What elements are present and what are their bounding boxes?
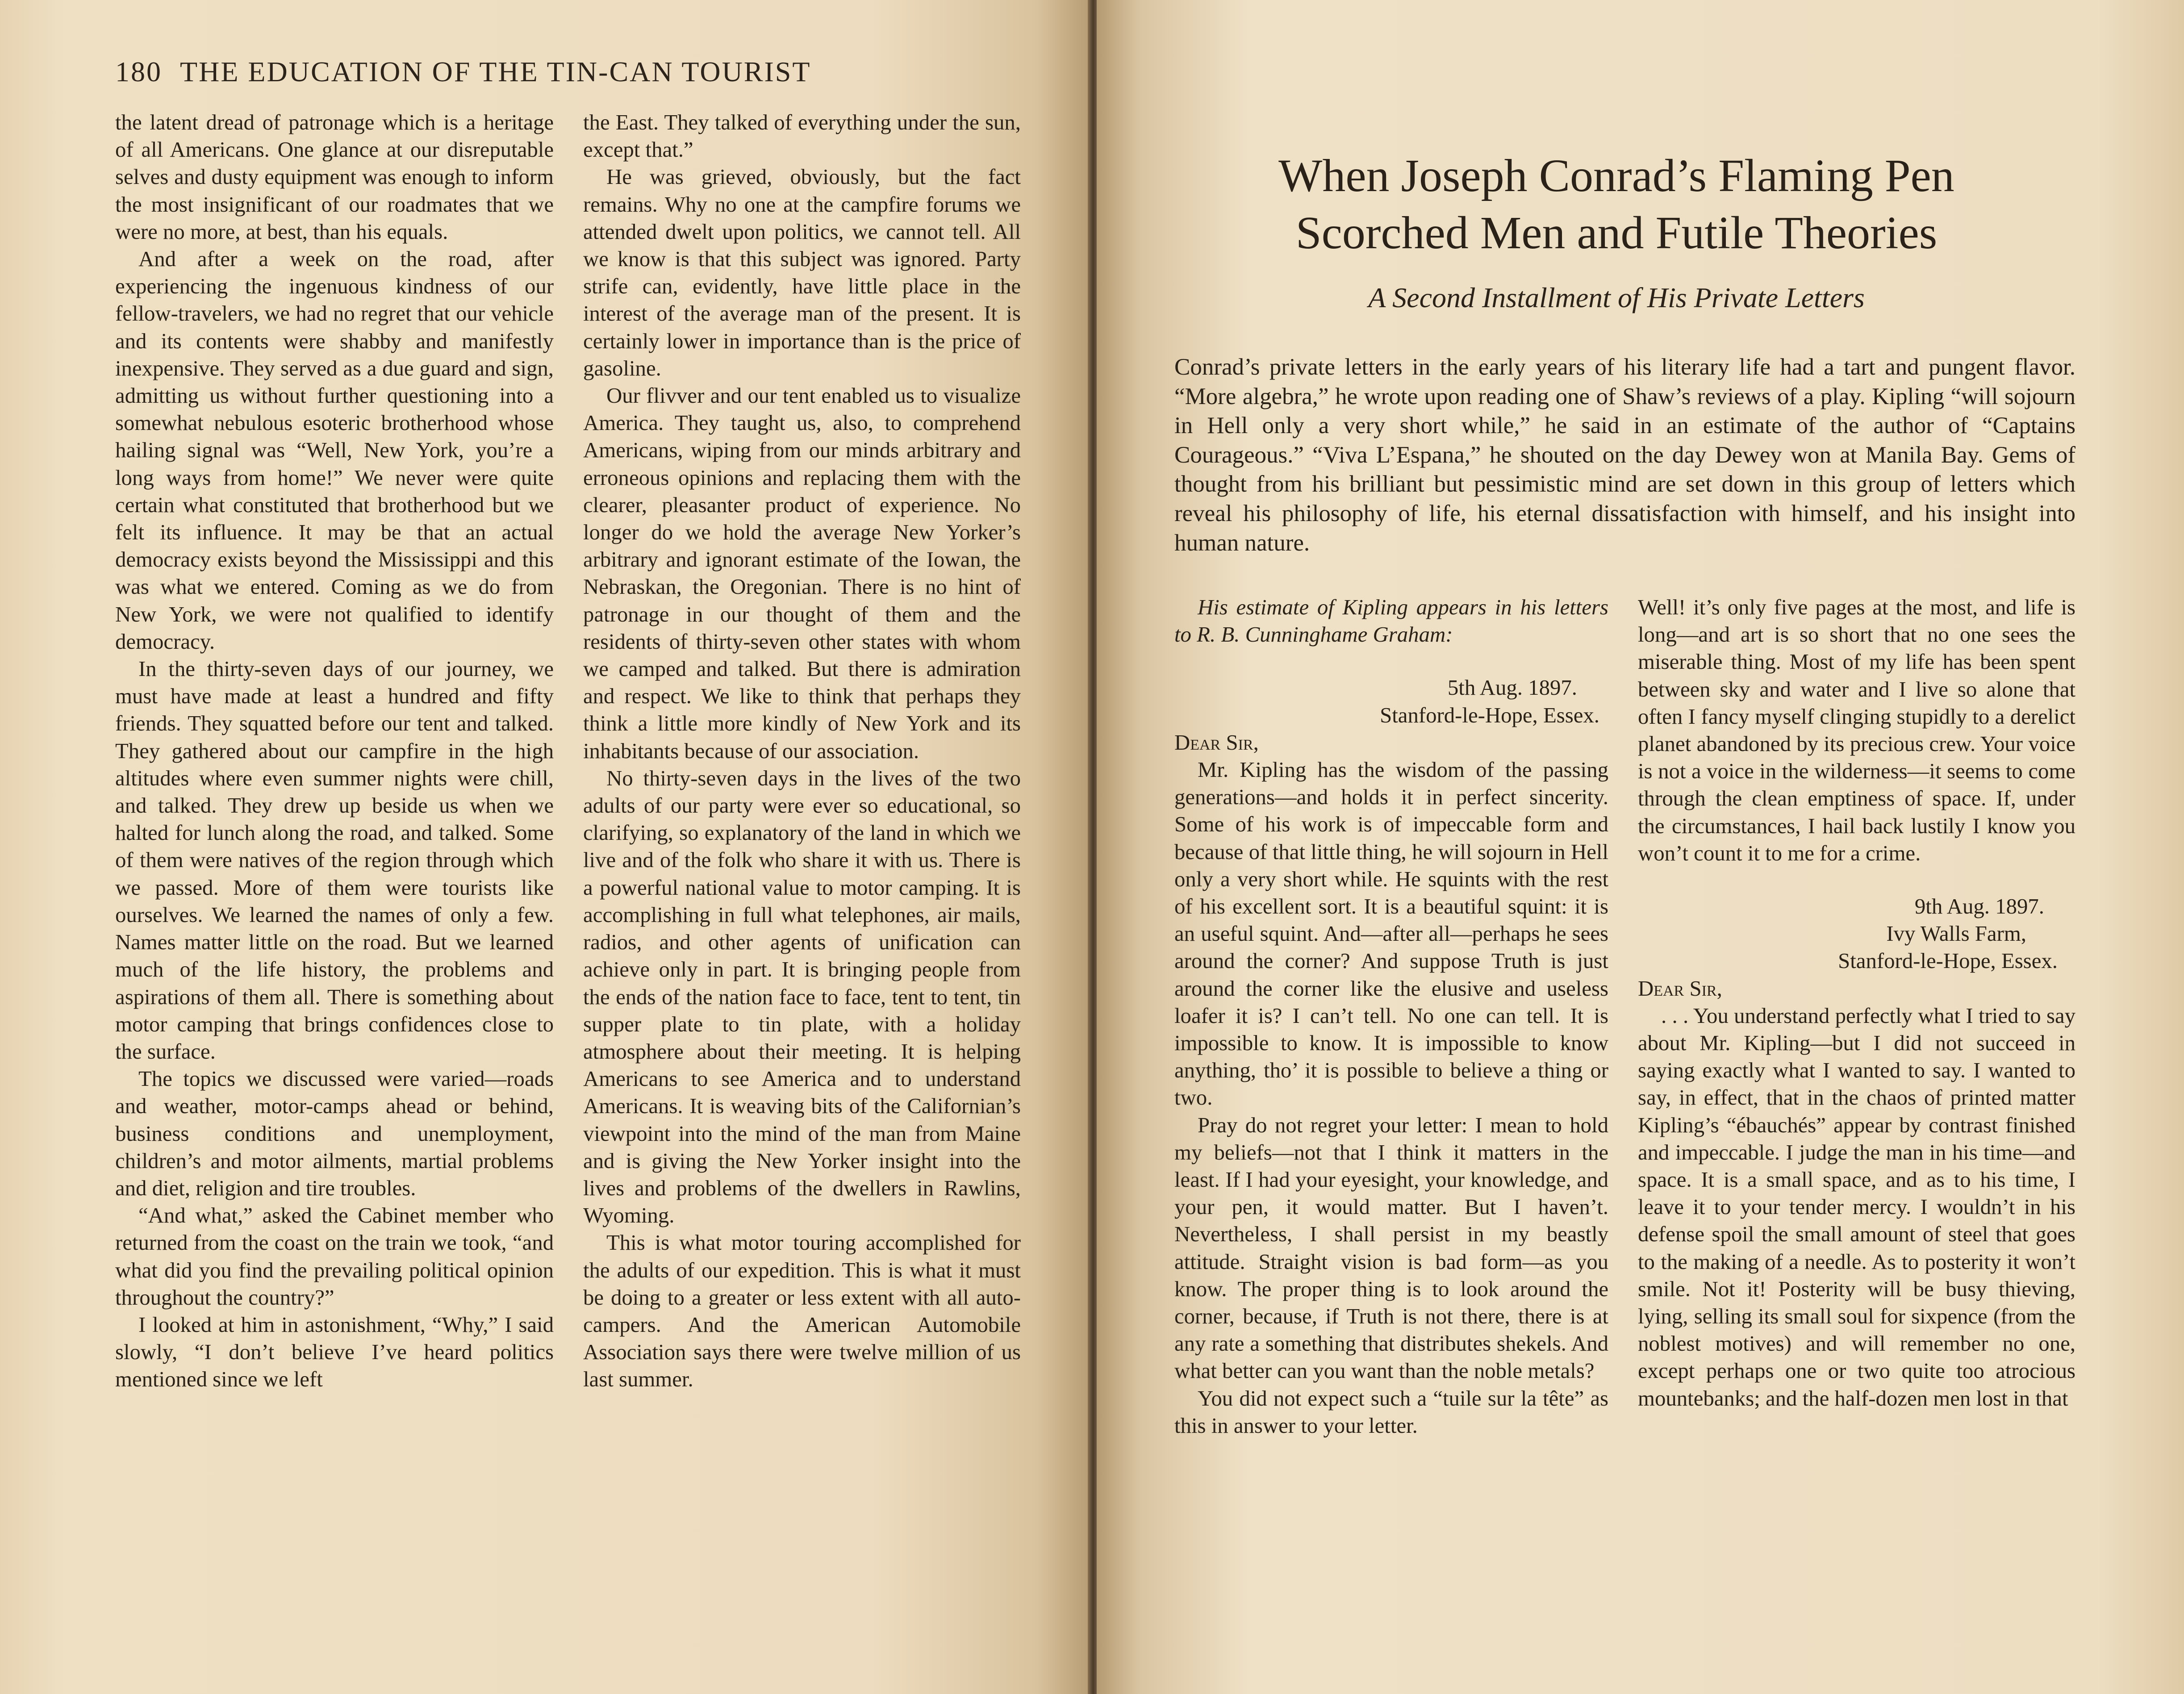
letter-place-line-1: Ivy Walls Farm, (1886, 922, 2026, 946)
spacer (1638, 867, 2075, 893)
paragraph: Pray do not regret your letter: I mean to hold my beliefs—not that I think it matters in the least. If I had your eyesight, your knowledge, and your pen, it would matter. But I haven’t. Nevertheless, I shall persist in my beastly attitude. Straight vision is bad form—as you know. The proper thing is to look around the corner, because, if Truth is not there, there is at any rate a something that distributes shekels. And what better can you want than the noble metals? (1174, 1113, 1608, 1383)
paragraph: No thirty-seven days in the lives of the two adults of our party were ever so educational, so clarifying, so explanatory of the land in which we live and of the folk who share it with us. There is a powerful national value to motor camping. It is accomplishing in full what telephones, air mails, radios, and other agents of unification can achieve only in part. It is bringing people from the ends of the nation face to face, tent to tent, tin supper plate to tin plate, with a holiday atmosphere about their meeting. It is helping Americans to see America and to understand Americans. It is weaving bits of the Californian’s viewpoint into the mind of the man from Maine and is giving the New Yorker insight into the lives and problems of the dwellers in Rawlins, Wyoming. (583, 766, 1021, 1228)
letter-salutation: Dear Sir, (1174, 730, 1259, 755)
paragraph: And after a week on the road, after experiencing the ingenuous kindness of our fellow-travelers, we had no regret that our vehicle and its contents were shabby and manifestly inexpensive. They served as a due guard and sign, admitting us without further questioning into a somewhat nebulous esoteric brotherhood whose hailing signal was “Well, New York, you’re a long ways from home!” We never were quite certain what constituted that brotherhood but we felt its influence. It may be that an actual democracy exists beyond the Mississippi and this was what we entered. Coming as we do from New York, we were not qualified to identify democracy. (115, 247, 554, 654)
paragraph: He was grieved, obviously, but the fact remains. Why no one at the campfire forums we attended dwelt upon politics, we cannot tell. All we know is that this subject was ignored. Party strife can, evidently, have little place in the interest of the average man of the present. It is certainly lower in importance than is the price of gasoline. (583, 165, 1021, 380)
left-column-1 (115, 109, 554, 1394)
paragraph: the latent dread of patronage which is a heritage of all Americans. One glance at our disreputable selves and dusty equipment was enough to inform the most insignificant of our roadmates that we were no more, at best, than his equals. (115, 110, 554, 244)
page-number: 180 (115, 56, 162, 88)
paragraph: the East. They talked of everything under the sun, except that.” (583, 110, 1021, 162)
paragraph: Our flivver and our tent enabled us to visualize America. They taught us, also, to comprehend Americans, wiping from our minds arbitrary and erroneous opinions and replacing them with the clearer, pleasanter product of experience. No longer do we hold the average New Yorker’s arbitrary and ignorant estimate of the Iowan, the Nebraskan, the Oregonian. There is no hint of patronage in our thought of them and the residents of thirty-seven other states with whom we camped and talked. But there is admiration and respect. We like to think that perhaps they think a little more kindly of New York and its inhabitants because of our association. (583, 384, 1021, 763)
paragraph: Well! it’s only five pages at the most, and life is long—and art is so short that no one sees the miserable thing. Most of my life has been spent between sky and water and I live so alone that often I fancy myself clinging stupidly to a derelict planet abandoned by its precious crew. Your voice is not a voice in the wilderness—it seems to come through the clean emptiness of space. If, under the circumstances, I hail back lustily I know you won’t count it to me for a crime. (1638, 595, 2075, 865)
left-page (0, 0, 1090, 1694)
running-head (115, 55, 1031, 88)
title-line-1: When Joseph Conrad’s Flaming Pen (1278, 150, 1954, 201)
letter-place-line-2: Stanford-le-Hope, Essex. (1838, 949, 2058, 973)
letter-date: 9th Aug. 1897. (1914, 894, 2044, 919)
paragraph: This is what motor touring accomplished for the adults of our expedition. This is what it must be doing to a greater or less extent with all auto-campers. And the American Automobile Association says there were twelve million of us last summer. (583, 1231, 1021, 1392)
title-line-2: Scorched Men and Futile Theories (1295, 207, 1938, 259)
letter-place: Stanford-le-Hope, Essex. (1380, 703, 1599, 727)
paragraph: Mr. Kipling has the wisdom of the passing generations—and holds it in perfect sincerity. Some of his work is of impeccable form and because of that little thing, he will sojourn in Hell only a very short while. He squints with the rest of his excellent sort. It is a beautiful squint: it is an useful squint. And—after all—perhaps he sees around the corner? And suppose Truth is just around the corner like the elusive and useless loafer it is? I can’t tell. No one can tell. It is impossible to know. It is impossible to know anything, tho’ it is possible to believe a thing or two. (1174, 758, 1608, 1110)
article-title (1197, 147, 2036, 262)
left-column-2 (583, 109, 1021, 1394)
spacer (1174, 648, 1608, 674)
article-subtitle: A Second Installment of His Private Letters (1368, 282, 1865, 313)
paragraph: “And what,” asked the Cabinet member who returned from the coast on the train we took, “and what did you find the prevailing political opinion throughout the country?” (115, 1203, 554, 1310)
article-intro: Conrad’s private letters in the early years of his literary life had a tart and pungent flavor. “More algebra,” he wrote upon reading one of Shaw’s reviews of a play. Kipling “will sojourn in Hell only a very short while,” he said in an estimate of the author of “Captains Courageous.” “Viva L’Espana,” he shouted on the day Dewey won at Manila Bay. Gems of thought from his brilliant but pessimistic mind are set down in this group of letters which reveal his philosophy of life, his eternal dissatisfaction with himself, and his insight into human nature. (1174, 354, 2075, 556)
letter-date: 5th Aug. 1897. (1447, 676, 1577, 700)
letter-salutation: Dear Sir, (1638, 976, 1722, 1001)
running-head-title: THE EDUCATION OF THE TIN-CAN TOURIST (180, 56, 811, 88)
right-column-2 (1638, 594, 2075, 1412)
paragraph: . . . You understand perfectly what I tried to say about Mr. Kipling—but I did not succeed in saying exactly what I wanted to say. I wanted to say, in effect, that in the chaos of printed matter Kipling’s “ébauchés” appear by contrast finished and impeccable. I judge the man in his time—and space. It is a small space, and as to his time, I leave it to your tender mercy. I wouldn’t in his defense spoil the small amount of steel that goes to the making of a needle. As to posterity it won’t smile. Not it! Posterity will be busy thieving, lying, selling its small soul for sixpence (from the noblest motives) and will remember no one, except perhaps one or two quite too atrocious mountebanks; and the half-dozen men lost in that (1638, 1003, 2075, 1410)
paragraph: The topics we discussed were varied—roads and weather, motor-camps ahead or behind, business conditions and unemployment, children’s and motor ailments, martial problems and diet, religion and tire troubles. (115, 1067, 554, 1200)
paragraph: I looked at him in astonishment, “Why,” I said slowly, “I don’t believe I’ve heard politics mentioned since we left (115, 1312, 554, 1392)
editor-note: His estimate of Kipling appears in his letters to R. B. Cunninghame Graham: (1174, 595, 1608, 647)
paragraph: In the thirty-seven days of our journey, we must have made at least a hundred and fifty friends. They squatted before our tent and talked. They gathered about our campfire in the high altitudes where even summer nights were chill, and talked. They drew up beside us when we halted for lunch along the road, and talked. Some of them were natives of the region through which we passed. More of them were tourists like ourselves. We learned the names of only a few. Names matter little on the road. But we learned much of the life history, the problems and aspirations of them all. There is something about motor camping that brings confidences close to the surface. (115, 657, 554, 1064)
paragraph: You did not expect such a “tuile sur la tête” as this in answer to your letter. (1174, 1386, 1608, 1438)
right-column-1 (1174, 594, 1608, 1439)
